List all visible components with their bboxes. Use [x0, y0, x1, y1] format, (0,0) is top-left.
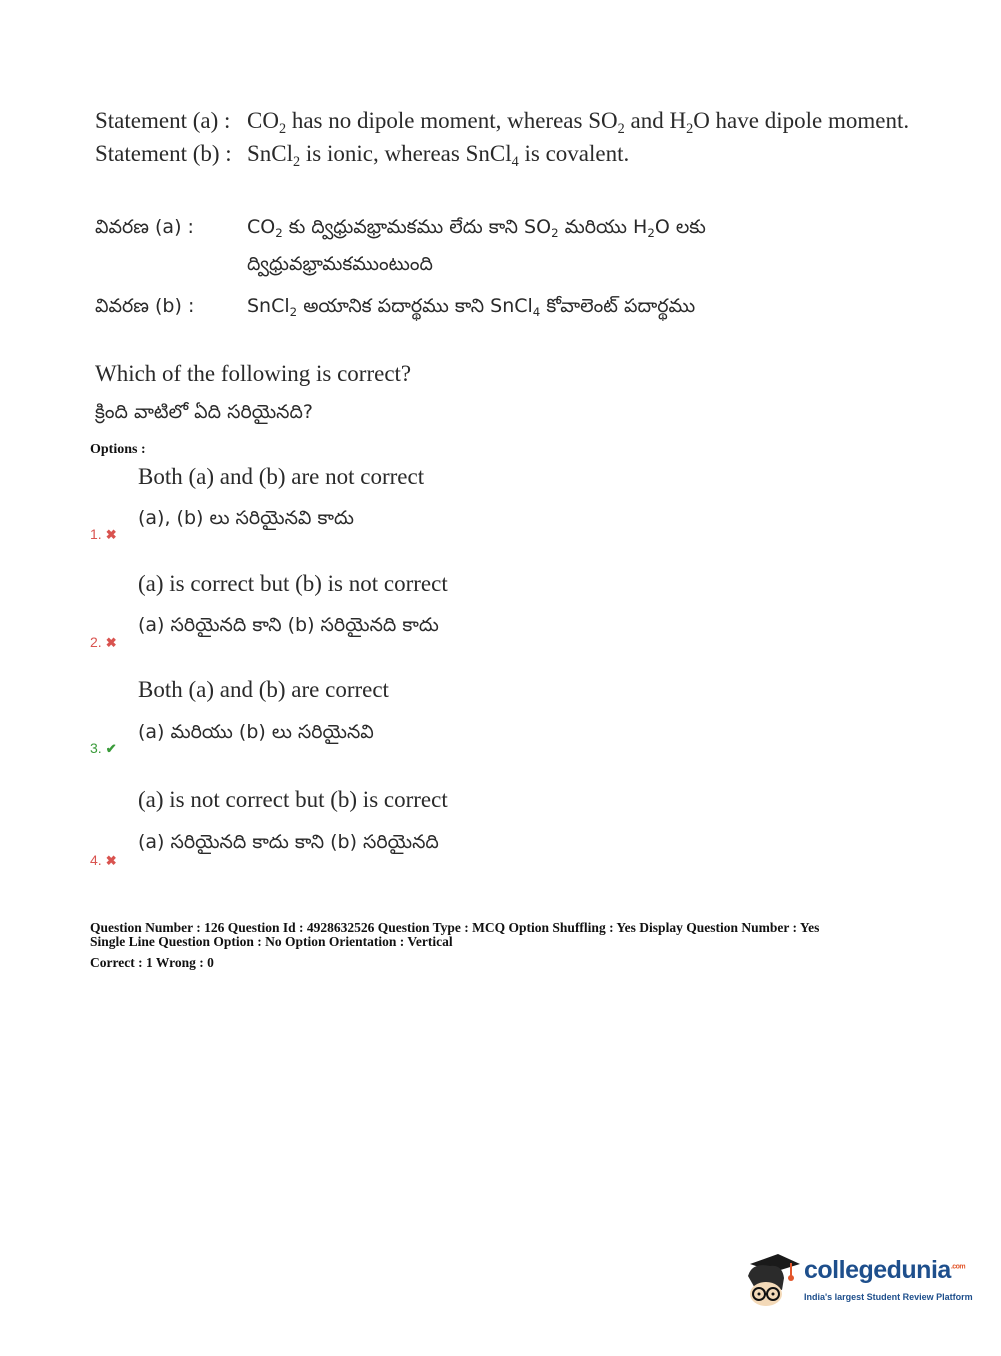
option-3-en[interactable]: Both (a) and (b) are correct [138, 677, 389, 702]
statement-b-te-label: వివరణ (b) : [95, 295, 195, 317]
logo-tagline: India's largest Student Review Platform [804, 1292, 973, 1302]
question-meta-line2: Single Line Question Option : No Option Orientation : Vertical [90, 934, 453, 949]
logo-name: collegedunia$^{.com}$ [804, 1256, 966, 1284]
question-te: క్రింది వాటిలో ఏది సరియైనది? [95, 401, 314, 423]
option-3-number: 3. ✔ [90, 740, 117, 756]
statement-a-te-line2: ద్విధ్రువభ్రామకముంటుంది [247, 253, 433, 275]
question-meta-line3: Correct : 1 Wrong : 0 [90, 955, 214, 970]
option-1-number: 1. ✖ [90, 526, 117, 542]
option-1-te[interactable]: (a), (b) లు సరియైనవి కాదు [138, 507, 354, 529]
wrong-icon: ✖ [105, 635, 117, 650]
wrong-icon: ✖ [105, 527, 117, 542]
statement-a-en: Statement (a) : $CO_2$ has no dipole moment, whereas $SO_2$ and $H_2O$ have dipole moment. [95, 108, 910, 137]
question-meta-line1: Question Number : 126 Question Id : 4928632526 Question Type : MCQ Option Shuffling : Yes Display Question Number : Yes [90, 920, 820, 935]
statement-b-label: Statement (b) : [95, 141, 232, 166]
check-icon: ✔ [105, 741, 117, 756]
collegedunia-logo [742, 1250, 973, 1310]
mascot-icon [742, 1250, 802, 1310]
question-en: Which of the following is correct? [95, 361, 412, 386]
wrong-icon: ✖ [105, 853, 117, 868]
option-3-te[interactable]: (a) మరియు (b) లు సరియైనవి [138, 721, 374, 743]
statement-b-en: Statement (b) : SnCl$_2$ is ionic, whereas SnCl$_4$ is covalent. [95, 141, 630, 170]
statement-b-te: వివరణ (b) : SnCl$_2$ అయానిక పదార్థము కాని SnCl$_4$ కోవాలెంట్ పదార్థము [95, 295, 695, 322]
option-2-te[interactable]: (a) సరియైనది కాని (b) సరియైనది కాదు [138, 614, 439, 636]
statement-a-te-label: వివరణ (a) : [95, 216, 194, 238]
option-1-en[interactable]: Both (a) and (b) are not correct [138, 464, 425, 489]
option-2-en[interactable]: (a) is correct but (b) is not correct [138, 571, 448, 596]
option-4-en[interactable]: (a) is not correct but (b) is correct [138, 787, 448, 812]
statement-a-te: వివరణ (a) : $CO_2$ కు ద్విధ్రువభ్రామకము లేదు కాని $SO_2$ మరియు $H_2O$ లకు [95, 216, 706, 243]
option-2-number: 2. ✖ [90, 634, 117, 650]
statement-a-label: Statement (a) : [95, 108, 231, 133]
options-label: Options : [90, 442, 146, 457]
option-4-te[interactable]: (a) సరియైనది కాదు కాని (b) సరియైనది [138, 831, 439, 853]
option-4-number: 4. ✖ [90, 852, 117, 868]
